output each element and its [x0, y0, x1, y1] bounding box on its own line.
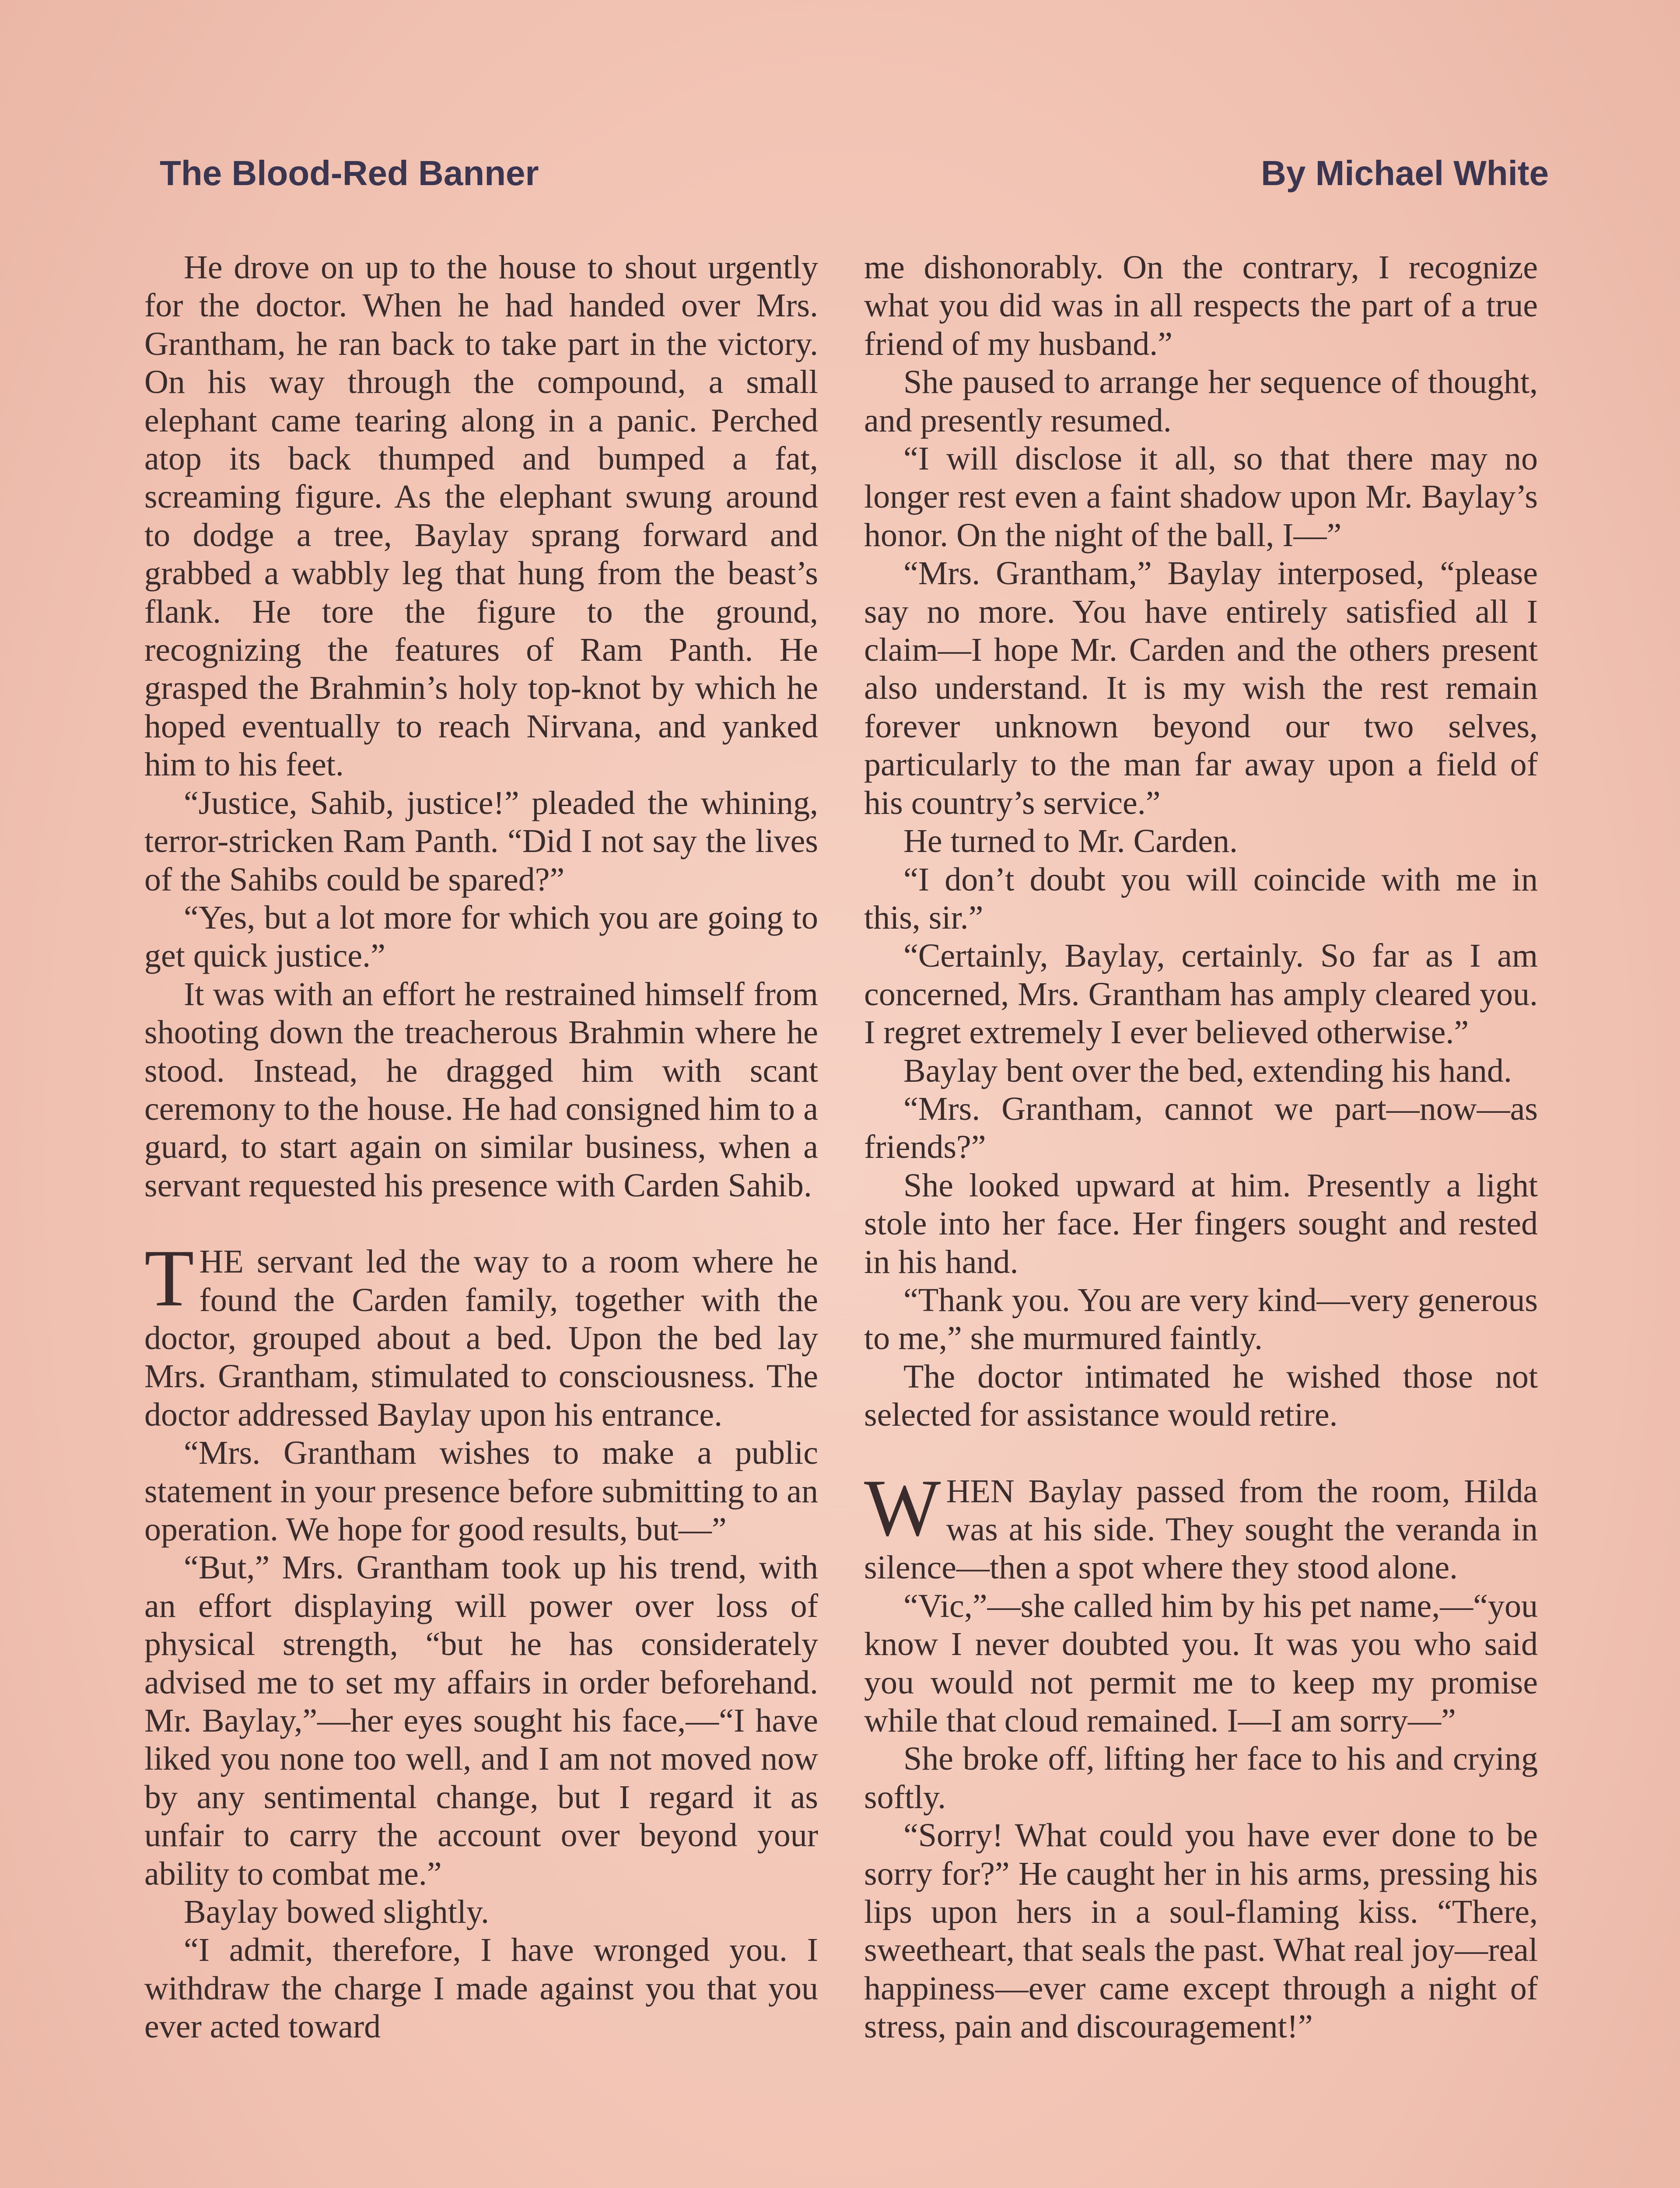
paragraph: “I will disclose it all, so that there may no longer rest even a faint shadow upon Mr. Baylay’s honor. On the night of the ball, I—” — [864, 440, 1538, 554]
paragraph: “Certainly, Baylay, certainly. So far as I am concerned, Mrs. Grantham has amply cleared you. I regret extremely I ever believed otherwise.” — [864, 937, 1538, 1051]
paragraph-text: HEN Baylay passed from the room, Hilda was at his side. They sought the veranda in silence—then a spot where they stood alone. — [864, 1473, 1538, 1586]
paragraph: The doctor intimated he wished those not selected for assistance would retire. — [864, 1358, 1538, 1434]
right-text-column — [864, 249, 1538, 2046]
paragraph: “Yes, but a lot more for which you are going to get quick justice.” — [144, 899, 818, 975]
paragraph: He drove on up to the house to shout urgently for the doctor. When he had handed over Mrs. Grantham, he ran back to take part in the victory. On his way through the compound, a small elephant came tearing along in a panic. Perched atop its back thumped and bumped a fat, screaming figure. As the elephant swung around to dodge a tree, Baylay sprang forward and grabbed a wabbly leg that hung from the beast’s flank. He tore the figure to the ground, recognizing the features of Ram Panth. He grasped the Brahmin’s holy top-knot by which he hoped eventually to reach Nirvana, and yanked him to his feet. — [144, 249, 818, 783]
paragraph: She paused to arrange her sequence of thought, and presently resumed. — [864, 364, 1538, 439]
story-title: The Blood-Red Banner — [160, 154, 539, 193]
paragraph: Baylay bent over the bed, extending his hand. — [903, 1052, 1512, 1089]
section-paragraph — [864, 1462, 1538, 1587]
paragraph: “Thank you. You are very kind—very generous to me,” she murmured faintly. — [864, 1281, 1538, 1357]
section-paragraph — [144, 1233, 818, 1434]
author-byline: By Michael White — [1261, 154, 1549, 193]
paragraph: It was with an effort he restrained himself from shooting down the treacherous Brahmin where he stood. Instead, he dragged him with scant ceremony to the house. He had consigned him to a guard, to start again on similar business, when a servant requested his presence with Carden Sahib. — [144, 975, 818, 1204]
paragraph: “Vic,”—she called him by his pet name,—“you know I never doubted you. It was you who said you would not permit me to keep my promise while that cloud remained. I—I am sorry—” — [864, 1587, 1538, 1739]
left-text-column — [144, 249, 818, 2046]
drop-cap: W — [864, 1462, 941, 1553]
paragraph: “Sorry! What could you have ever done to be sorry for?” He caught her in his arms, pressing his lips upon hers in a soul-flaming kiss. “There, sweetheart, that seals the past. What real joy—real happiness—ever came except through a night of stress, pain and discouragement!” — [864, 1817, 1538, 2045]
paragraph: “Mrs. Grantham wishes to make a public statement in your presence before submitting to an operation. We hope for good results, but—” — [144, 1434, 818, 1548]
paragraph: “Mrs. Grantham, cannot we part—now—as friends?” — [864, 1090, 1538, 1166]
paragraph: me dishonorably. On the contrary, I recognize what you did was in all respects the part of a true friend of my husband.” — [864, 249, 1538, 362]
paragraph-text: HE servant led the way to a room where he found the Carden family, together with the doctor, grouped about a bed. Upon the bed lay Mrs. Grantham, stimulated to consciousness. The doctor addressed Baylay upon his entrance. — [144, 1243, 818, 1433]
paragraph: She broke off, lifting her face to his and crying softly. — [864, 1740, 1538, 1816]
paragraph: “Justice, Sahib, justice!” pleaded the whining, terror-stricken Ram Panth. “Did I not say the lives of the Sahibs could be spared?” — [144, 784, 818, 898]
paragraph: He turned to Mr. Carden. — [903, 823, 1238, 860]
paragraph: “Mrs. Grantham,” Baylay interposed, “please say no more. You have entirely satisfied all I claim—I hope Mr. Carden and the others present also understand. It is my wish the rest remain forever unknown beyond our two selves, particularly to the man far away upon a field of his country’s service.” — [864, 555, 1538, 821]
drop-cap: T — [144, 1233, 194, 1324]
paragraph: She looked upward at him. Presently a light stole into her face. Her fingers sought and rested in his hand. — [864, 1167, 1538, 1280]
paragraph: “I admit, therefore, I have wronged you. I withdraw the charge I made against you that you ever acted toward — [144, 1932, 818, 2045]
paragraph: “I don’t doubt you will coincide with me in this, sir.” — [864, 861, 1538, 936]
paragraph: Baylay bowed slightly. — [184, 1893, 489, 1931]
paragraph: “But,” Mrs. Grantham took up his trend, with an effort displaying will power over loss of physical strength, “but he has considerately advised me to set my affairs in order beforehand. Mr. Baylay,”—her eyes sought his face,—“I have liked you none too well, and I am not moved now by any sentimental change, but I regard it as unfair to carry the account over beyond your ability to combat me.” — [144, 1549, 818, 1892]
